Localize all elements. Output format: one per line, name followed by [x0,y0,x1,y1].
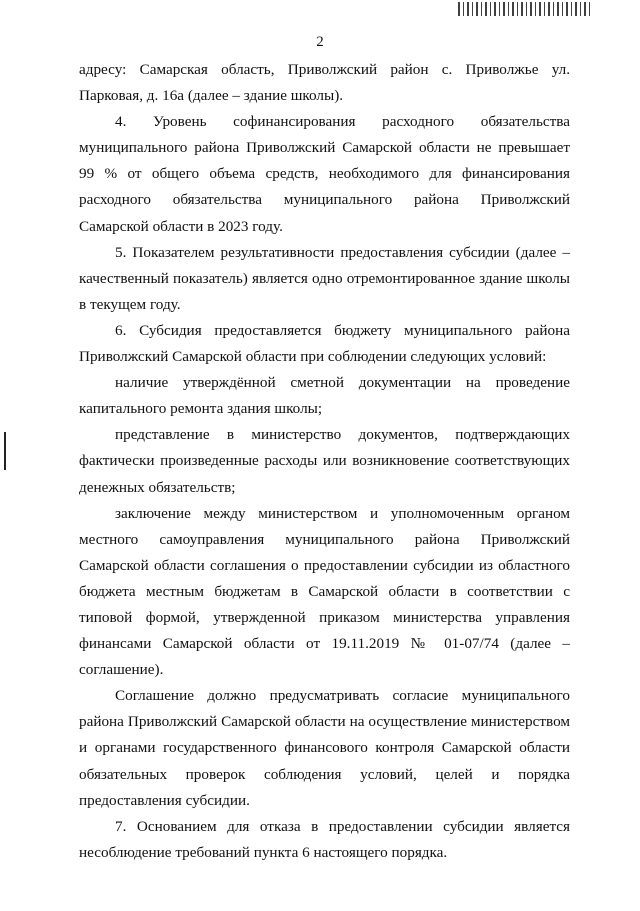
scan-margin-line [4,432,6,470]
paragraph-condition-documents [79,422,570,500]
text-line: капитального ремонта здания школы; [79,400,323,418]
text-line: несоблюдение требований пункта 6 настоящего порядка. [79,843,448,861]
text-line: Соглашение должно предусматривать согласие муниципального [115,687,570,705]
text-line: соглашение). [79,661,164,679]
text-line: порядка предоставления субсидии. [79,765,570,809]
text-line: муниципального района Приволжский Самарской области не превышает [79,139,570,157]
text-line: финансами Самарской области от 19.11.2019 № 01-07/74 (далее – [79,635,570,653]
page-number: 2 [316,34,324,50]
paragraph-refusal-grounds [79,814,570,866]
paragraph-cofinancing-level [79,109,570,239]
paragraph-subsidy-conditions [79,318,570,370]
text-line: наличие утверждённой сметной документации на проведение [115,374,570,392]
text-line: Самарской области обязательных проверок соблюдения условий, целей и [79,739,570,783]
text-line: района Приволжский Самарской области на осуществление [79,713,467,731]
text-line: Самарской области соглашения о предоставлении субсидии из областного [79,556,570,574]
text-line: типовой формой, утвержденной приказом министерства управления [79,608,570,626]
text-line: адресу: Самарская область, Приволжский район с. Приволжье [79,61,539,78]
text-line: расходного обязательства муниципального района Приволжский [79,191,570,209]
text-line: представление в министерство документов, подтверждающих [115,426,570,444]
text-line: заключение между министерством и уполномоченным органом [115,504,570,522]
text-line: денежных обязательств; [79,478,236,496]
text-line: местного самоуправления муниципального района Приволжский [79,530,570,548]
text-line: бюджета местным бюджетам в Самарской области в соответствии с [79,582,570,600]
paragraph-address [79,57,570,109]
text-line: в текущем году. [79,295,181,313]
paragraph-agreement-consent [79,683,570,813]
document-body [79,57,570,866]
text-line: 4. Уровень софинансирования расходного обязательства [115,113,570,131]
paragraph-performance-indicator [79,240,570,318]
text-line: ул. Парковая, д. 16а (далее – здание школы). [79,61,570,105]
text-line: Приволжский Самарской области при соблюдении следующих условий: [79,348,547,366]
text-line: 5. Показателем результативности предоставления субсидии (далее – [115,243,570,261]
text-line: фактически произведенные расходы или возникновение соответствующих [79,452,570,470]
text-line: 7. Основанием для отказа в предоставлении субсидии является [115,817,570,835]
text-line: Самарской области в 2023 году. [79,217,283,235]
paragraph-condition-agreement [79,501,570,684]
text-line: 99 % от общего объема средств, необходимого для финансирования [79,165,570,183]
text-line: министерством и органами государственного финансового контроля [79,713,570,757]
text-line: качественный показатель) является одно отремонтированное здание школы [79,269,570,287]
paragraph-condition-estimate [79,370,570,422]
text-line: 6. Субсидия предоставляется бюджету муниципального района [115,321,570,339]
scan-barcode-mark [458,2,592,16]
